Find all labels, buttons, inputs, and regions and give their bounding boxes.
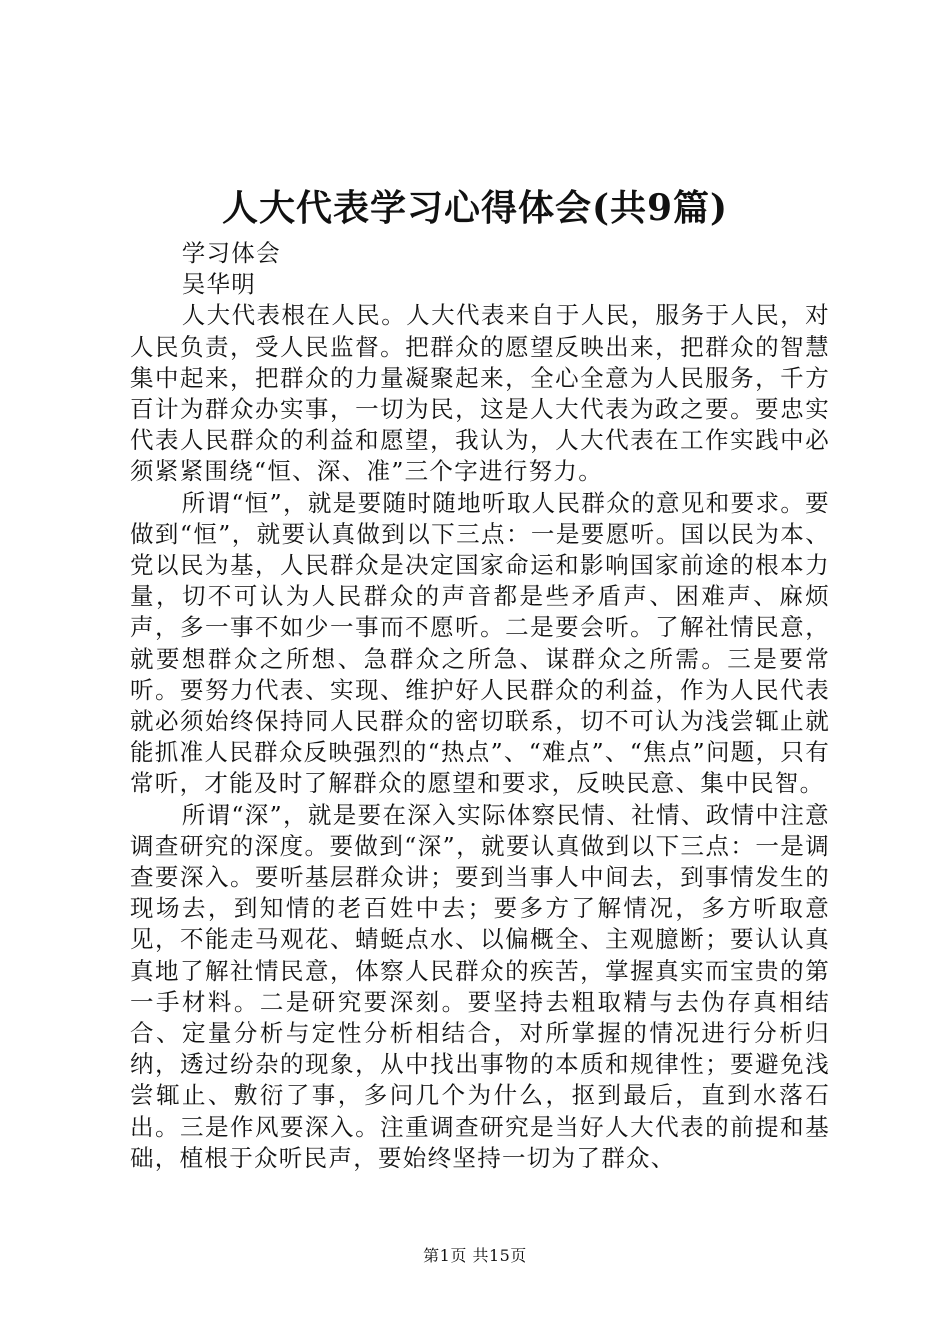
paragraph-heng: 所谓“恒”，就是要随时随地听取人民群众的意见和要求。要做到“恒”，就要认真做到以下三点：一是要愿听。国以民为本、党以民为基，人民群众是决定国家命运和影响国家前途的根本力量，切不可认为人民群众的声音都是些矛盾声、困难声、麻烦声，多一事不如少一事而不愿听。二是要会听。了解社情民意，就要想群众之所想、急群众之所急、谋群众之所需。三是要常听。要努力代表、实现、维护好人民群众的利益，作为人民代表就必须始终保持同人民群众的密切联系，切不可认为浅尝辄止就能抓准人民群众反映强烈的“热点”、“难点”、“焦点”问题，只有常听，才能及时了解群众的愿望和要求，反映民意、集中民智。 (130, 488, 830, 798)
paragraph-intro: 人大代表根在人民。人大代表来自于人民，服务于人民，对人民负责，受人民监督。把群众的愿望反映出来，把群众的智慧集中起来，把群众的力量凝聚起来，全心全意为人民服务，千方百计为群众办实事，一切为民，这是人大代表为政之要。要忠实代表人民群众的利益和愿望，我认为，人大代表在工作实践中必须紧紧围绕“恒、深、准”三个字进行努力。 (130, 301, 830, 486)
page-indicator: 第1页 共15页 (423, 1246, 527, 1265)
paragraph-shen: 所谓“深”，就是要在深入实际体察民情、社情、政情中注意调查研究的深度。要做到“深”，就要认真做到以下三点：一是调查要深入。要听基层群众讲；要到当事人中间去，到事情发生的现场去，到知情的老百姓中去；要多方了解情况，多方听取意见，不能走马观花、蜻蜓点水、以偏概全、主观臆断；要认认真真地了解社情民意，体察人民群众的疾苦，掌握真实而宝贵的第一手材料。二是研究要深刻。要坚持去粗取精与去伪存真相结合、定量分析与定性分析相结合，对所掌握的情况进行分析归纳，透过纷杂的现象，从中找出事物的本质和规律性；要避免浅尝辄止、敷衍了事，多问几个为什么，抠到最后，直到水落石出。三是作风要深入。注重调查研究是当好人大代表的前提和基础，植根于众听民声，要始终坚持一切为了群众、 (130, 800, 830, 1172)
subtitle-line: 学习体会 (181, 239, 281, 267)
page-footer (0, 1245, 950, 1267)
author-line: 吴华明 (181, 270, 257, 299)
document-body (130, 238, 830, 1174)
document-title: 人大代表学习心得体会(共9篇) (221, 187, 729, 229)
